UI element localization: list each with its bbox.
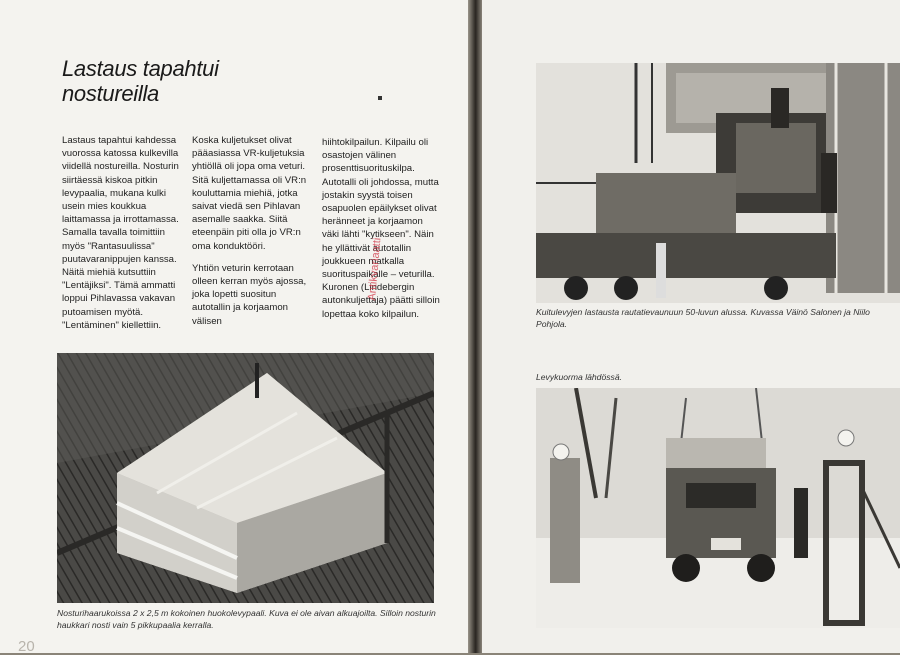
article-title	[62, 56, 322, 106]
book-gutter	[468, 0, 482, 653]
railway-photo-caption: Kuitulevyjen lastausta rautatievaunuun 50-luvun alussa. Kuvassa Väinö Salonen ja Niilo Pohjola.	[536, 307, 870, 329]
title-line-2: nostureilla	[62, 81, 159, 106]
truck-photo-caption: Levykuorma lähdössä.	[536, 372, 622, 382]
page-number: 20	[18, 638, 35, 655]
bullet-dot	[378, 96, 382, 100]
text-column-1	[62, 134, 180, 341]
right-page	[482, 0, 900, 653]
column-3-paragraph: hiihtokilpailun. Kilpailu oli osastojen välinen prosenttisuorituskilpa. Autotalli oli johdossa, mutta jostakin syystä toisen osapuolen epäilykset olivat heränneet ja korjaamon väki lähti "kytikseen". Näin he yllättivät autotallin joukkueen matkalla suorituspaikalle – veturilla. Kuronen (Lindebergin autonkuljettaja) päätti silloin lopettaa koko kilpailun.	[322, 137, 440, 320]
railway-loading-photo	[536, 63, 900, 303]
truck-photo	[536, 388, 900, 628]
column-2-paragraph-2: Yhtiön veturin kerrotaan olleen kerran myös ajossa, joka lopetti suositun autotallin ja korjaamon välisen	[192, 262, 307, 327]
column-2-paragraph-1: Koska kuljetukset olivat pääasiassa VR-kuljetuksia yhtiöllä oli jopa oma veturi. Sitä kuljettamassa oli VR:n kouluttamia miehiä, jotka saivat viedä sen Pihlavan asemalle saakka. Siitä eteenpäin piti olla jo VR:n oma konduktööri.	[192, 135, 307, 252]
left-photo-caption: Nosturihaarukoissa 2 x 2,5 m kokoinen huokolevypaali. Kuva ei ole aivan alkuajoilta. Silloin nosturin haukkari nosti vain 5 pikkupaalia kerralla.	[57, 608, 436, 630]
column-1-paragraph: Lastaus tapahtui kahdessa vuorossa katossa kulkevilla viidellä nostureilla. Nosturin siirtäessä kiskoa pitkin levypaalia, mukana kulki usein mies koukkua laittamassa ja irrottamassa. Samalla tavalla toimittiin myös "Rantasuulissa" puutavaranippujen kanssa. Näitä miehiä kutsuttiin "Lentäjiksi". Tämä ammatti loppui Pihlavassa vakavan putoamisen myötä. "Lentäminen" kiellettiin.	[62, 135, 179, 331]
title-line-1: Lastaus tapahtui	[62, 56, 219, 81]
antiquariat-stamp: Antikvariaatti	[366, 237, 384, 302]
crane-photo	[57, 353, 434, 603]
text-column-2	[192, 134, 310, 337]
